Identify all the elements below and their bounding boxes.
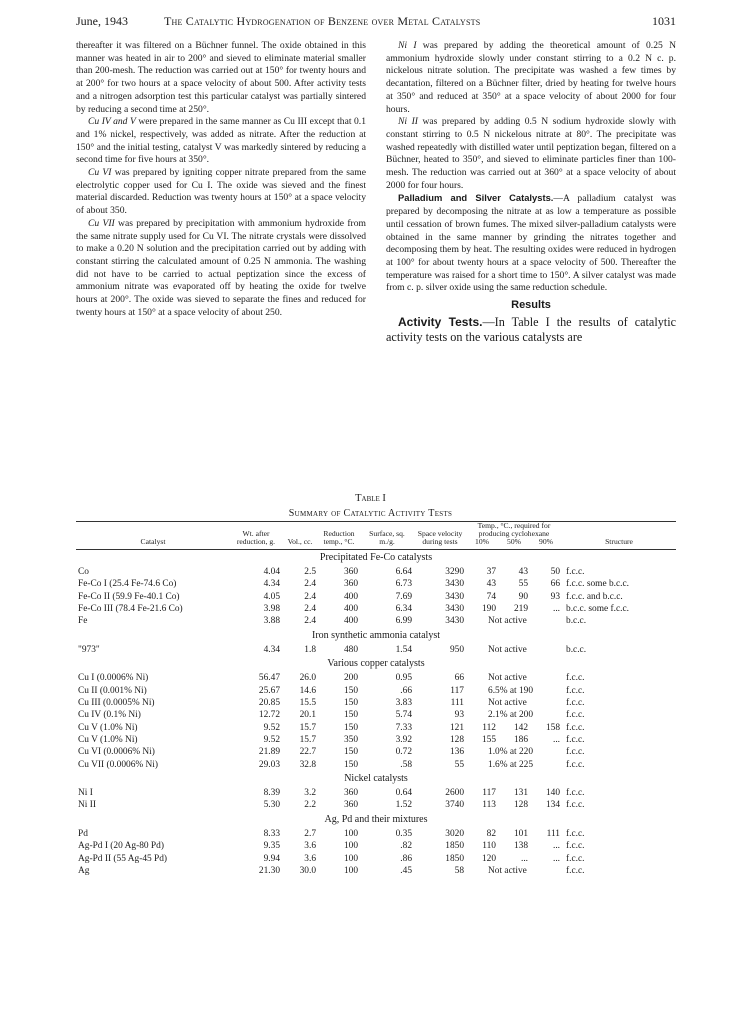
table-cell: 6.5% at 190 [488, 685, 534, 696]
table-row [76, 697, 676, 709]
table-row [76, 566, 676, 578]
table-cell: 9.35 [263, 841, 280, 852]
table-row [76, 758, 676, 770]
table-cell: 8.33 [263, 828, 280, 839]
table-cell: 66 [550, 579, 560, 590]
table-cell: 15.7 [299, 734, 316, 745]
table-row [76, 840, 676, 852]
table-cell: 14.6 [299, 685, 316, 696]
catalyst-name: Cu VII [88, 217, 115, 229]
table-cell: Cu III (0.0005% Ni) [78, 698, 155, 709]
table-cell: 2.4 [304, 616, 316, 627]
table-cell: Not active [488, 698, 527, 709]
page-number: 1031 [652, 14, 676, 28]
table-cell: 2.7 [304, 828, 316, 839]
table-cell: 121 [449, 722, 464, 733]
table-cell: Cu I (0.0006% Ni) [78, 673, 149, 684]
table-cell: 2.4 [304, 591, 316, 602]
table-cell: Fe-Co I (25.4 Fe-74.6 Co) [78, 579, 177, 590]
table-cell: 12.72 [258, 710, 280, 721]
table-cell: Not active [488, 644, 527, 655]
table-cell: 6.99 [395, 616, 412, 627]
table-cell: 400 [343, 603, 358, 614]
table-cell: Cu VII (0.0006% Ni) [78, 759, 159, 770]
table-cell: 1.8 [304, 644, 316, 655]
catalyst-name: Cu VI [88, 167, 112, 179]
table-cell: 400 [343, 616, 358, 627]
table-cell: 3.98 [263, 603, 280, 614]
table-cell: 158 [545, 722, 560, 733]
table-cell: f.c.c. [566, 567, 585, 578]
table-row [76, 591, 676, 603]
table-cell: 150 [343, 685, 358, 696]
table-row [76, 865, 676, 877]
col-header-surface: Surface, sq. m./g. [360, 522, 414, 550]
table-cell: 4.34 [263, 644, 280, 655]
table-cell: 150 [343, 710, 358, 721]
table-cell: ... [520, 853, 528, 864]
table-cell: 0.35 [395, 828, 412, 839]
table-cell: Ag [78, 865, 90, 876]
table-cell: 6.73 [395, 579, 412, 590]
paragraph: Ni I was prepared by adding the theoretical amount of 0.25 N ammonium hydroxide slowly under constant stirring to a 0.2 N c. p. nickelous nitrate solution. The precipitate was washed a few times by decantation, filtered on a Büchner filter, dried by heating for twelve hours at 350° and reduced at 350° at a space velocity of about 2000 for four hours. [386, 40, 676, 115]
table-cell: 3.83 [395, 698, 412, 709]
table-header-row [76, 522, 676, 539]
table-cell: Ni II [78, 800, 96, 811]
table-cell: 110 [482, 841, 496, 852]
table-cell: 1.52 [395, 800, 412, 811]
table-cell: Not active [488, 673, 527, 684]
table-cell: 26.0 [299, 673, 316, 684]
table-cell: 4.34 [263, 579, 280, 590]
table-cell: 3.92 [395, 734, 412, 745]
table-cell: f.c.c. some b.c.c. [566, 579, 629, 590]
col-header-volume: Vol., cc. [282, 522, 318, 550]
catalyst-name: Ni I [398, 40, 417, 51]
table-cell: 37 [486, 567, 496, 578]
table-cell: Cu V (1.0% Ni) [78, 722, 138, 733]
table-cell: 3430 [445, 579, 464, 590]
table-cell: 2600 [445, 788, 464, 799]
table-cell: 55 [518, 579, 528, 590]
table-cell: f.c.c. [566, 698, 585, 709]
table-row [76, 603, 676, 615]
table-cell: 100 [343, 828, 358, 839]
table-row [76, 685, 676, 697]
paragraph: Cu IV and V were prepared in the same manner as Cu III except that 0.1 and 1% nickel, respectively, was added as nitrate. After the reduction at 150° and the initial testing, catalyst V was markedly sintered by reducing a second time for five hours at 350°. [76, 116, 366, 166]
table-cell: 113 [482, 800, 496, 811]
table-cell: 21.30 [258, 865, 280, 876]
col-header-space-velocity: Space velocity during tests [414, 522, 466, 550]
header-title: The Catalytic Hydrogenation of Benzene over Metal Catalysts [164, 14, 481, 28]
table-cell: 3020 [445, 828, 464, 839]
table-cell: Cu V (1.0% Ni) [78, 734, 138, 745]
table-cell: 20.85 [258, 698, 280, 709]
table-cell: 190 [481, 603, 496, 614]
table-cell: 350 [343, 734, 358, 745]
section-heading: Results [511, 299, 551, 312]
table-cell: Ag-Pd I (20 Ag-80 Pd) [78, 841, 164, 852]
table-cell: 3430 [445, 603, 464, 614]
table-cell: 5.74 [395, 710, 412, 721]
table-cell: 100 [343, 865, 358, 876]
table-cell: 1.6% at 225 [488, 759, 534, 770]
table-cell: 3.6 [304, 841, 316, 852]
table-row [76, 644, 676, 656]
table-cell: 131 [513, 788, 528, 799]
table-cell: 66 [454, 673, 464, 684]
table-cell: f.c.c. [566, 673, 585, 684]
table-cell: 0.64 [395, 788, 412, 799]
table-cell: 3.2 [304, 788, 316, 799]
table-cell: 150 [343, 698, 358, 709]
table-cell: 0.95 [395, 673, 412, 684]
table-cell: Cu II (0.001% Ni) [78, 685, 147, 696]
table-row [76, 578, 676, 590]
table-cell: 400 [343, 591, 358, 602]
table-cell: 15.5 [299, 698, 316, 709]
run-in-heading: Activity Tests. [398, 314, 483, 329]
right-column [386, 40, 676, 345]
group-header-row [76, 549, 676, 566]
group-header-row [76, 627, 676, 643]
table-cell: b.c.c. some f.c.c. [566, 603, 629, 614]
table-cell: ... [552, 734, 560, 745]
table-cell: 90 [518, 591, 528, 602]
table-cell: 138 [513, 841, 528, 852]
table-cell: 9.94 [263, 853, 280, 864]
table-cell: 25.67 [258, 685, 280, 696]
group-header-row [76, 656, 676, 672]
table-cell: 93 [454, 710, 464, 721]
table-cell: ... [552, 853, 560, 864]
group-header-row [76, 771, 676, 787]
table-cell: b.c.c. [566, 616, 587, 627]
table-cell: f.c.c. [566, 759, 585, 770]
table-cell: 128 [449, 734, 464, 745]
table-cell: Fe-Co III (78.4 Fe-21.6 Co) [78, 603, 183, 614]
table-cell: 111 [546, 828, 560, 839]
table-cell: 3.6 [304, 853, 316, 864]
table-cell: f.c.c. [566, 788, 585, 799]
paragraph: Activity Tests.—In Table I the results of catalytic activity tests on the various catalysts are [386, 314, 676, 344]
table-cell: 2.1% at 200 [488, 710, 534, 721]
table-cell: 200 [343, 673, 358, 684]
table-cell: Cu VI (0.0006% Ni) [78, 747, 155, 758]
paragraph: Cu VI was prepared by igniting copper nitrate prepared from the same electrolytic copper used for Cu I. The oxide was sieved and the finest material discarded. Reduction was twenty hours at 150° at a space velocity of about 350. [76, 167, 366, 217]
paragraph: Cu VII was prepared by precipitation with ammonium hydroxide from the same nitrate supply used for Cu VI. The nitrate crystals were dissolved to make a 0.20 N solution and the precipitation carried out by adding with constant stirring the calculated amount of 0.25 N ammonia. The washing did not have to be carried to actual peptization since the excess of ammonium nitrate was evaporated off by heating the oxide for twelve hours at 200°. The oxide was sieved to separate the fines and reduced for twenty hours at 150° at a space velocity of about 250. [76, 217, 366, 318]
table-cell: b.c.c. [566, 644, 587, 655]
table-cell: 74 [486, 591, 496, 602]
table-cell: f.c.c. [566, 685, 585, 696]
paragraph: thereafter it was filtered on a Büchner funnel. The oxide obtained in this manner was heated in air to 200° and sieved to eliminate material smaller than 200-mesh. The reduction was carried out at 150° for twenty hours and at 200° for two hours at a space velocity of about 500. After activity tests and a nitrogen adsorption test this particular catalyst was partially sintered by reducing a second time at 250°. [76, 40, 366, 115]
table-cell: 150 [343, 747, 358, 758]
table-cell: 360 [343, 800, 358, 811]
table-cell: 120 [481, 853, 496, 864]
table-cell: .58 [400, 759, 412, 770]
table-row [76, 787, 676, 799]
table-cell: f.c.c. and b.c.c. [566, 591, 623, 602]
table-row [76, 734, 676, 746]
table-cell: 117 [450, 685, 464, 696]
table-cell: 150 [343, 722, 358, 733]
table-cell: 140 [545, 788, 560, 799]
group-heading: Iron synthetic ammonia catalyst [311, 629, 441, 641]
col-header-90pct: 90% [530, 538, 562, 549]
table-cell: 219 [513, 603, 528, 614]
table-cell: f.c.c. [566, 722, 585, 733]
body-text [76, 40, 676, 345]
table-cell: 1850 [445, 841, 464, 852]
paragraph: Ni II was prepared by adding 0.5 N sodium hydroxide slowly with constant stirring to 0.5 N nickelous nitrate at 80°. The precipitate was washed repeatedly with distilled water until peptization began, filtered on a Büchner, heated to 350°, and sieved to eliminate particles finer than 100-mesh. The reduction was carried out at 360° at a space velocity of about 2000 for four hours. [386, 116, 676, 191]
table-cell: 136 [449, 747, 464, 758]
table-cell: 8.39 [263, 788, 280, 799]
table-cell: 155 [481, 734, 496, 745]
left-column [76, 40, 366, 345]
table-cell: 6.34 [395, 603, 412, 614]
table-cell: .86 [400, 853, 412, 864]
table-cell: f.c.c. [566, 734, 585, 745]
table-cell: 360 [343, 788, 358, 799]
table-cell: 56.47 [258, 673, 280, 684]
running-header [76, 14, 676, 32]
table-cell: 6.64 [395, 567, 412, 578]
col-header-catalyst: Catalyst [76, 522, 230, 550]
table-cell: 112 [482, 722, 496, 733]
table-cell: 360 [343, 567, 358, 578]
table-cell: 3740 [445, 800, 464, 811]
table-cell: 93 [550, 591, 560, 602]
table-cell: 9.52 [263, 722, 280, 733]
table-row [76, 852, 676, 864]
table-cell: 43 [486, 579, 496, 590]
table-cell: 3.88 [263, 616, 280, 627]
table-row [76, 721, 676, 733]
table-cell: Co [78, 567, 89, 578]
paragraph: Palladium and Silver Catalysts.—A palladium catalyst was prepared by decomposing the nitrate at as low a temperature as possible until cessation of brown fumes. The mixed silver-palladium catalysts were obtained in the same manner by grinding the nitrates together and decomposing them by heat. The resulting oxides were reduced in hydrogen at 100° for about twenty hours at a space velocity of 500. Thereafter the temperature was raised for a short time to 150°. A silver catalyst was made from c. p. silver oxide using the same reduction schedule. [386, 192, 676, 294]
table-cell: 20.1 [299, 710, 316, 721]
table-cell: 480 [343, 644, 358, 655]
table-cell: 4.04 [263, 567, 280, 578]
activity-table [76, 521, 676, 877]
table-cell: 128 [513, 800, 528, 811]
table-cell: 2.4 [304, 579, 316, 590]
table-cell: 3430 [445, 616, 464, 627]
table-cell: 29.03 [258, 759, 280, 770]
table-row [76, 672, 676, 684]
run-in-heading: Palladium and Silver Catalysts. [398, 192, 554, 204]
table-cell: 142 [513, 722, 528, 733]
table-cell: 117 [482, 788, 496, 799]
table-cell: ... [552, 603, 560, 614]
group-heading: Various copper catalysts [327, 658, 425, 670]
table-cell: 5.30 [263, 800, 280, 811]
table-cell: 3430 [445, 591, 464, 602]
table-cell: Fe [78, 616, 88, 627]
table-row [76, 709, 676, 721]
table-cell: 100 [343, 853, 358, 864]
table-cell: 43 [518, 567, 528, 578]
table-cell: Ni I [78, 788, 93, 799]
table-cell: f.c.c. [566, 841, 585, 852]
table-cell: 150 [343, 759, 358, 770]
table-cell: 134 [545, 800, 560, 811]
table-cell: 2.4 [304, 603, 316, 614]
table-cell: 1.0% at 220 [488, 747, 534, 758]
table-title: Table I [355, 493, 386, 504]
table-cell: 22.7 [299, 747, 316, 758]
table-cell: 101 [513, 828, 528, 839]
col-header-50pct: 50% [498, 538, 530, 549]
table-cell: f.c.c. [566, 800, 585, 811]
table-cell: .45 [400, 865, 412, 876]
table-caption: Summary of Catalytic Activity Tests [288, 508, 453, 519]
table-cell: f.c.c. [566, 828, 585, 839]
table-cell: f.c.c. [566, 710, 585, 721]
table-cell: Not active [488, 865, 527, 876]
table-cell: Fe-Co II (59.9 Fe-40.1 Co) [78, 591, 180, 602]
table-cell: 7.69 [395, 591, 412, 602]
table-row [76, 615, 676, 627]
table-cell: 2.5 [304, 567, 316, 578]
table-cell: 15.7 [299, 722, 316, 733]
col-header-reduction-temp: Reduction temp., °C. [318, 522, 360, 550]
table-cell: 58 [454, 865, 464, 876]
table-cell: 186 [513, 734, 528, 745]
table-cell: 1850 [445, 853, 464, 864]
table-cell: .66 [400, 685, 412, 696]
header-date: June, 1943 [76, 14, 128, 28]
table-cell: .82 [400, 841, 412, 852]
table-cell: 100 [343, 841, 358, 852]
table-cell: 7.33 [395, 722, 412, 733]
group-heading: Nickel catalysts [344, 772, 408, 784]
table-cell: Cu IV (0.1% Ni) [78, 710, 141, 721]
table-row [76, 799, 676, 811]
table-cell: "973" [78, 644, 100, 655]
table-body [76, 549, 676, 877]
table-cell: Pd [78, 828, 88, 839]
col-header-temp-required: Temp., °C., required for producing cyclohexane [466, 522, 562, 539]
table-cell: 9.52 [263, 734, 280, 745]
col-header-10pct: 10% [466, 538, 498, 549]
table-cell: 50 [550, 567, 560, 578]
table-row [76, 828, 676, 840]
table-row [76, 746, 676, 758]
table-cell: 0.72 [395, 747, 412, 758]
table-cell: 30.0 [299, 865, 316, 876]
group-header-row [76, 812, 676, 828]
table-cell: f.c.c. [566, 865, 585, 876]
table-cell: ... [552, 841, 560, 852]
group-heading: Precipitated Fe-Co catalysts [319, 551, 433, 563]
table-cell: Ag-Pd II (55 Ag-45 Pd) [78, 853, 168, 864]
group-heading: Ag, Pd and their mixtures [324, 813, 428, 825]
table-cell: 950 [449, 644, 464, 655]
col-header-weight: Wt. after reduction, g. [230, 522, 282, 550]
table-cell: f.c.c. [566, 853, 585, 864]
col-header-structure: Structure [562, 522, 676, 550]
table-cell: Not active [488, 616, 527, 627]
table-cell: 82 [486, 828, 496, 839]
table-cell: 360 [343, 579, 358, 590]
table-cell: 55 [454, 759, 464, 770]
catalyst-name: Cu IV and V [88, 116, 136, 128]
table-cell: 1.54 [395, 644, 412, 655]
catalyst-name: Ni II [398, 116, 418, 128]
table-cell: 4.05 [263, 591, 280, 602]
table-cell: 3290 [445, 567, 464, 578]
table-cell: 111 [450, 698, 464, 709]
table-cell: 32.8 [299, 759, 316, 770]
table-cell: 21.89 [258, 747, 280, 758]
table-cell: 2.2 [304, 800, 316, 811]
table-cell: f.c.c. [566, 747, 585, 758]
